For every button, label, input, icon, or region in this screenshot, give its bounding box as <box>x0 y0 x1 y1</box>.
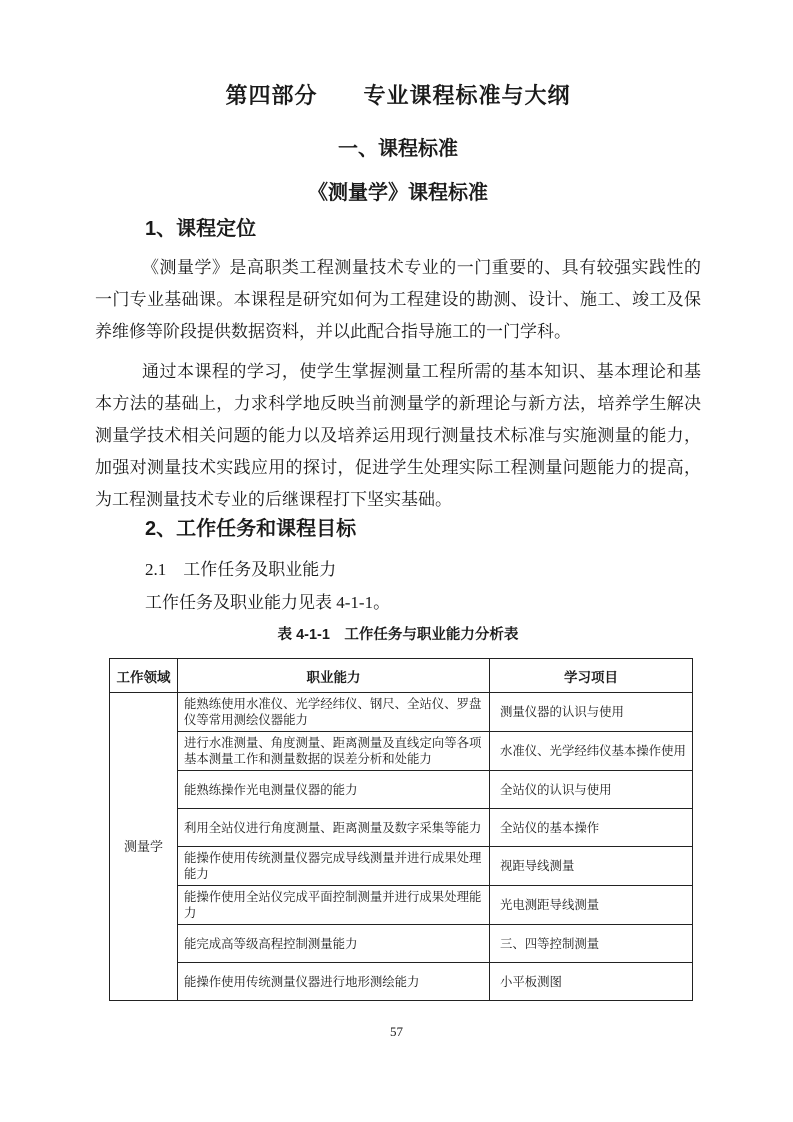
project-cell: 小平板测图 <box>490 963 693 1001</box>
table-row <box>110 925 693 963</box>
column-header-professional-ability: 职业能力 <box>178 659 490 693</box>
table-header-row <box>110 659 693 693</box>
section-heading-course-standard: 一、课程标准 <box>338 138 458 160</box>
ability-cell: 能完成高等级高程控制测量能力 <box>178 925 490 963</box>
project-cell: 视距导线测量 <box>490 847 693 886</box>
column-header-work-domain: 工作领域 <box>110 659 178 693</box>
ability-cell: 能操作使用传统测量仪器完成导线测量并进行成果处理能力 <box>178 847 490 886</box>
ability-cell: 进行水准测量、角度测量、距离测量及直线定向等各项基本测量工作和测量数据的误差分析和处能力 <box>178 732 490 771</box>
table-caption: 表 4-1-1 工作任务与职业能力分析表 <box>277 627 519 643</box>
project-cell: 全站仪的认识与使用 <box>490 771 693 809</box>
table-row <box>110 771 693 809</box>
ability-cell: 能操作使用传统测量仪器进行地形测绘能力 <box>178 963 490 1001</box>
table-reference-text: 工作任务及职业能力见表 4-1-1。 <box>145 593 391 612</box>
ability-cell: 能操作使用全站仪完成平面控制测量并进行成果处理能力 <box>178 886 490 925</box>
project-cell: 三、四等控制测量 <box>490 925 693 963</box>
paragraph-course-intro: 《测量学》是高职类工程测量技术专业的一门重要的、具有较强实践性的一门专业基础课。本课程是研究如何为工程建设的勘测、设计、施工、竣工及保养维修等阶段提供数据资料，并以此配合指导施工的一门学科。 <box>95 258 701 341</box>
project-cell: 水准仪、光学经纬仪基本操作使用 <box>490 732 693 771</box>
subheading-work-tasks-ability: 2.1 工作任务及职业能力 <box>145 560 337 579</box>
project-cell: 测量仪器的认识与使用 <box>490 693 693 732</box>
table-row <box>110 847 693 886</box>
work-domain-cell: 测量学 <box>110 693 178 1001</box>
table-row <box>110 809 693 847</box>
table-row <box>110 963 693 1001</box>
ability-cell: 能熟练操作光电测量仪器的能力 <box>178 771 490 809</box>
course-standard-heading: 《测量学》课程标准 <box>308 182 488 204</box>
project-cell: 光电测距导线测量 <box>490 886 693 925</box>
table-row <box>110 693 693 732</box>
paragraph-course-objectives: 通过本课程的学习，使学生掌握测量工程所需的基本知识、基本理论和基本方法的基础上，力求科学地反映当前测量学的新理论与新方法，培养学生解决测量学技术相关问题的能力以及培养运用现行测量技术标准与实施测量的能力，加强对测量技术实践应用的探讨，促进学生处理实际工程测量问题能力的提高，为工程测量技术专业的后继课程打下坚实基础。 <box>95 362 701 509</box>
heading-course-positioning: 1、课程定位 <box>145 218 257 240</box>
column-header-learning-project: 学习项目 <box>490 659 693 693</box>
table-row <box>110 886 693 925</box>
ability-cell: 利用全站仪进行角度测量、距离测量及数字采集等能力 <box>178 809 490 847</box>
page-number: 57 <box>390 1024 403 1039</box>
table-row <box>110 732 693 771</box>
ability-cell: 能熟练使用水准仪、光学经纬仪、钢尺、全站仪、罗盘仪等常用测绘仪器能力 <box>178 693 490 732</box>
project-cell: 全站仪的基本操作 <box>490 809 693 847</box>
heading-work-tasks-and-goals: 2、工作任务和课程目标 <box>145 518 357 540</box>
work-task-ability-table <box>109 658 693 1001</box>
document-title: 第四部分 专业课程标准与大纲 <box>225 83 571 108</box>
